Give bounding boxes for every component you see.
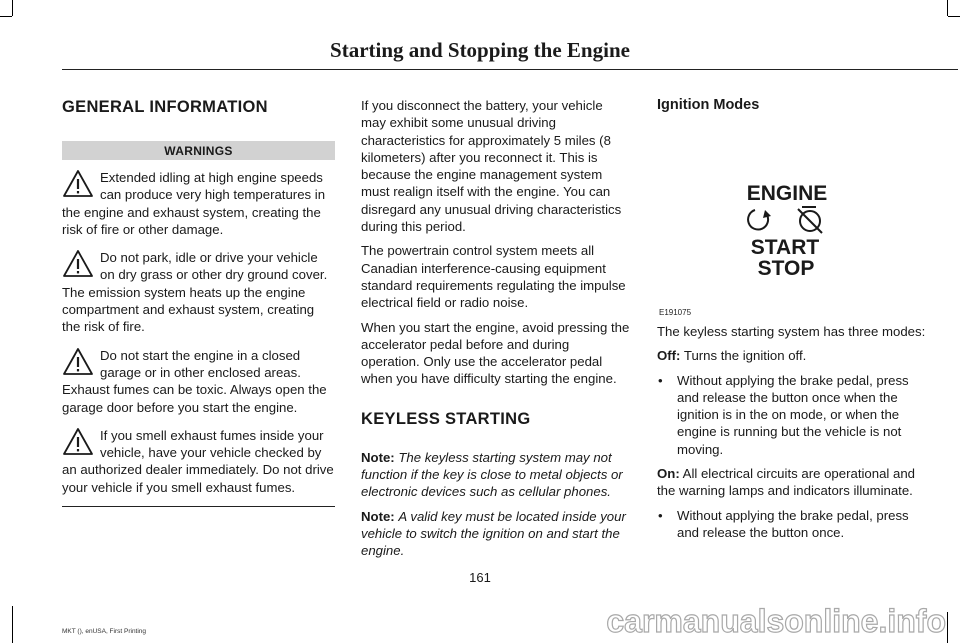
warning-text: Do not start the engine in a closed garage or in other enclosed areas. Exhaust fumes can be toxic. Always open the garage door before you start the engine. <box>62 347 327 415</box>
warning-item <box>62 169 335 238</box>
warning-item <box>62 427 335 496</box>
figure-label-engine: ENGINE <box>746 182 828 205</box>
header-rule <box>62 69 958 70</box>
figure-label-stop: STOP <box>757 257 815 280</box>
column-general-information <box>62 92 335 507</box>
warning-triangle-icon <box>62 169 94 199</box>
warning-text: If you smell exhaust fumes inside your vehicle, have your vehicle checked by an authorized dealer immediately. Do not drive your vehicle if you smell exhaust fumes. <box>62 427 334 495</box>
column-ignition-modes <box>657 97 927 548</box>
mode-text-on: All electrical circuits are operational and the warning lamps and indicators illuminate. <box>657 466 916 499</box>
warning-triangle-icon <box>62 427 94 457</box>
paragraph: The keyless starting system has three modes: <box>657 324 926 339</box>
paragraph: When you start the engine, avoid pressing the accelerator pedal before and during operation. Only use the accelerator pedal when you have difficulty starting the engine. <box>361 319 630 387</box>
warning-item <box>62 347 335 416</box>
mode-paragraph-on <box>657 465 927 500</box>
power-off-symbol-icon <box>798 207 822 233</box>
page-header-title: Starting and Stopping the Engine <box>330 38 630 62</box>
column-battery-keyless <box>361 97 631 567</box>
warning-triangle-icon <box>62 249 94 279</box>
section-heading-keyless-starting: KEYLESS STARTING <box>361 409 531 428</box>
list-item: • Without applying the brake pedal, press and release the button once. <box>657 507 927 542</box>
watermark <box>590 600 950 640</box>
power-on-symbol-icon <box>748 210 771 230</box>
warning-triangle-icon <box>62 347 94 377</box>
mode-label-on: On: <box>657 466 680 482</box>
mode-text-off: Turns the ignition off. <box>683 348 807 364</box>
page-number: 161 <box>469 570 491 585</box>
warning-text: Do not park, idle or drive your vehicle on dry grass or other dry ground cover. The emission system heats up the engine compartment and exhaust system, creating the risk of fire. <box>62 250 328 335</box>
warning-text: Extended idling at high engine speeds can produce very high temperatures in the engine and exhaust system, creating the risk of fire or other damage. <box>62 170 326 237</box>
figure-label-start: START <box>750 236 820 259</box>
warnings-bar: WARNINGS <box>62 141 335 160</box>
warnings-end-rule <box>62 506 335 507</box>
crop-mark <box>947 0 948 16</box>
crop-mark <box>948 16 960 17</box>
note-label: Note: <box>361 508 395 524</box>
note-paragraph <box>361 449 631 501</box>
paragraph: The powertrain control system meets all Canadian interference-causing equipment standard requirements regulating the impulse electrical field or radio noise. <box>361 243 626 311</box>
crop-mark <box>12 0 13 16</box>
mode-label-off: Off: <box>657 348 681 364</box>
note-label: Note: <box>361 449 395 465</box>
watermark-text: carmanualsonline.info <box>606 603 946 639</box>
section-heading-general-information: GENERAL INFORMATION <box>62 98 268 116</box>
engine-start-stop-figure <box>657 115 927 323</box>
note-paragraph <box>361 508 631 560</box>
crop-mark <box>12 606 13 643</box>
section-heading-ignition-modes: Ignition Modes <box>657 97 760 113</box>
warning-item <box>62 249 335 335</box>
engine-start-stop-button-illustration <box>657 115 927 323</box>
figure-code: E191075 <box>659 308 692 317</box>
bullet-list <box>657 507 927 542</box>
crop-mark <box>0 16 12 17</box>
bullet-list <box>657 372 927 458</box>
paragraph: If you disconnect the battery, your vehicle may exhibit some unusual driving characteristics for approximately 5 miles (8 kilometers) after you reconnect it. This is because the engine management system must realign itself with the engine. You can disregard any unusual driving characteristics during this period. <box>361 98 622 235</box>
note-text: A valid key must be located inside your vehicle to switch the ignition on and start the engine. <box>361 508 626 559</box>
footer-edition: MKT (), enUSA, First Printing <box>62 628 147 635</box>
mode-paragraph-off <box>657 347 927 364</box>
list-item: • Without applying the brake pedal, press and release the button once when the ignition is in the on mode, or when the engine is running but the vehicle is not moving. <box>657 372 927 458</box>
note-text: The keyless starting system may not function if the key is close to metal objects or electronic devices such as cellular phones. <box>361 449 623 500</box>
